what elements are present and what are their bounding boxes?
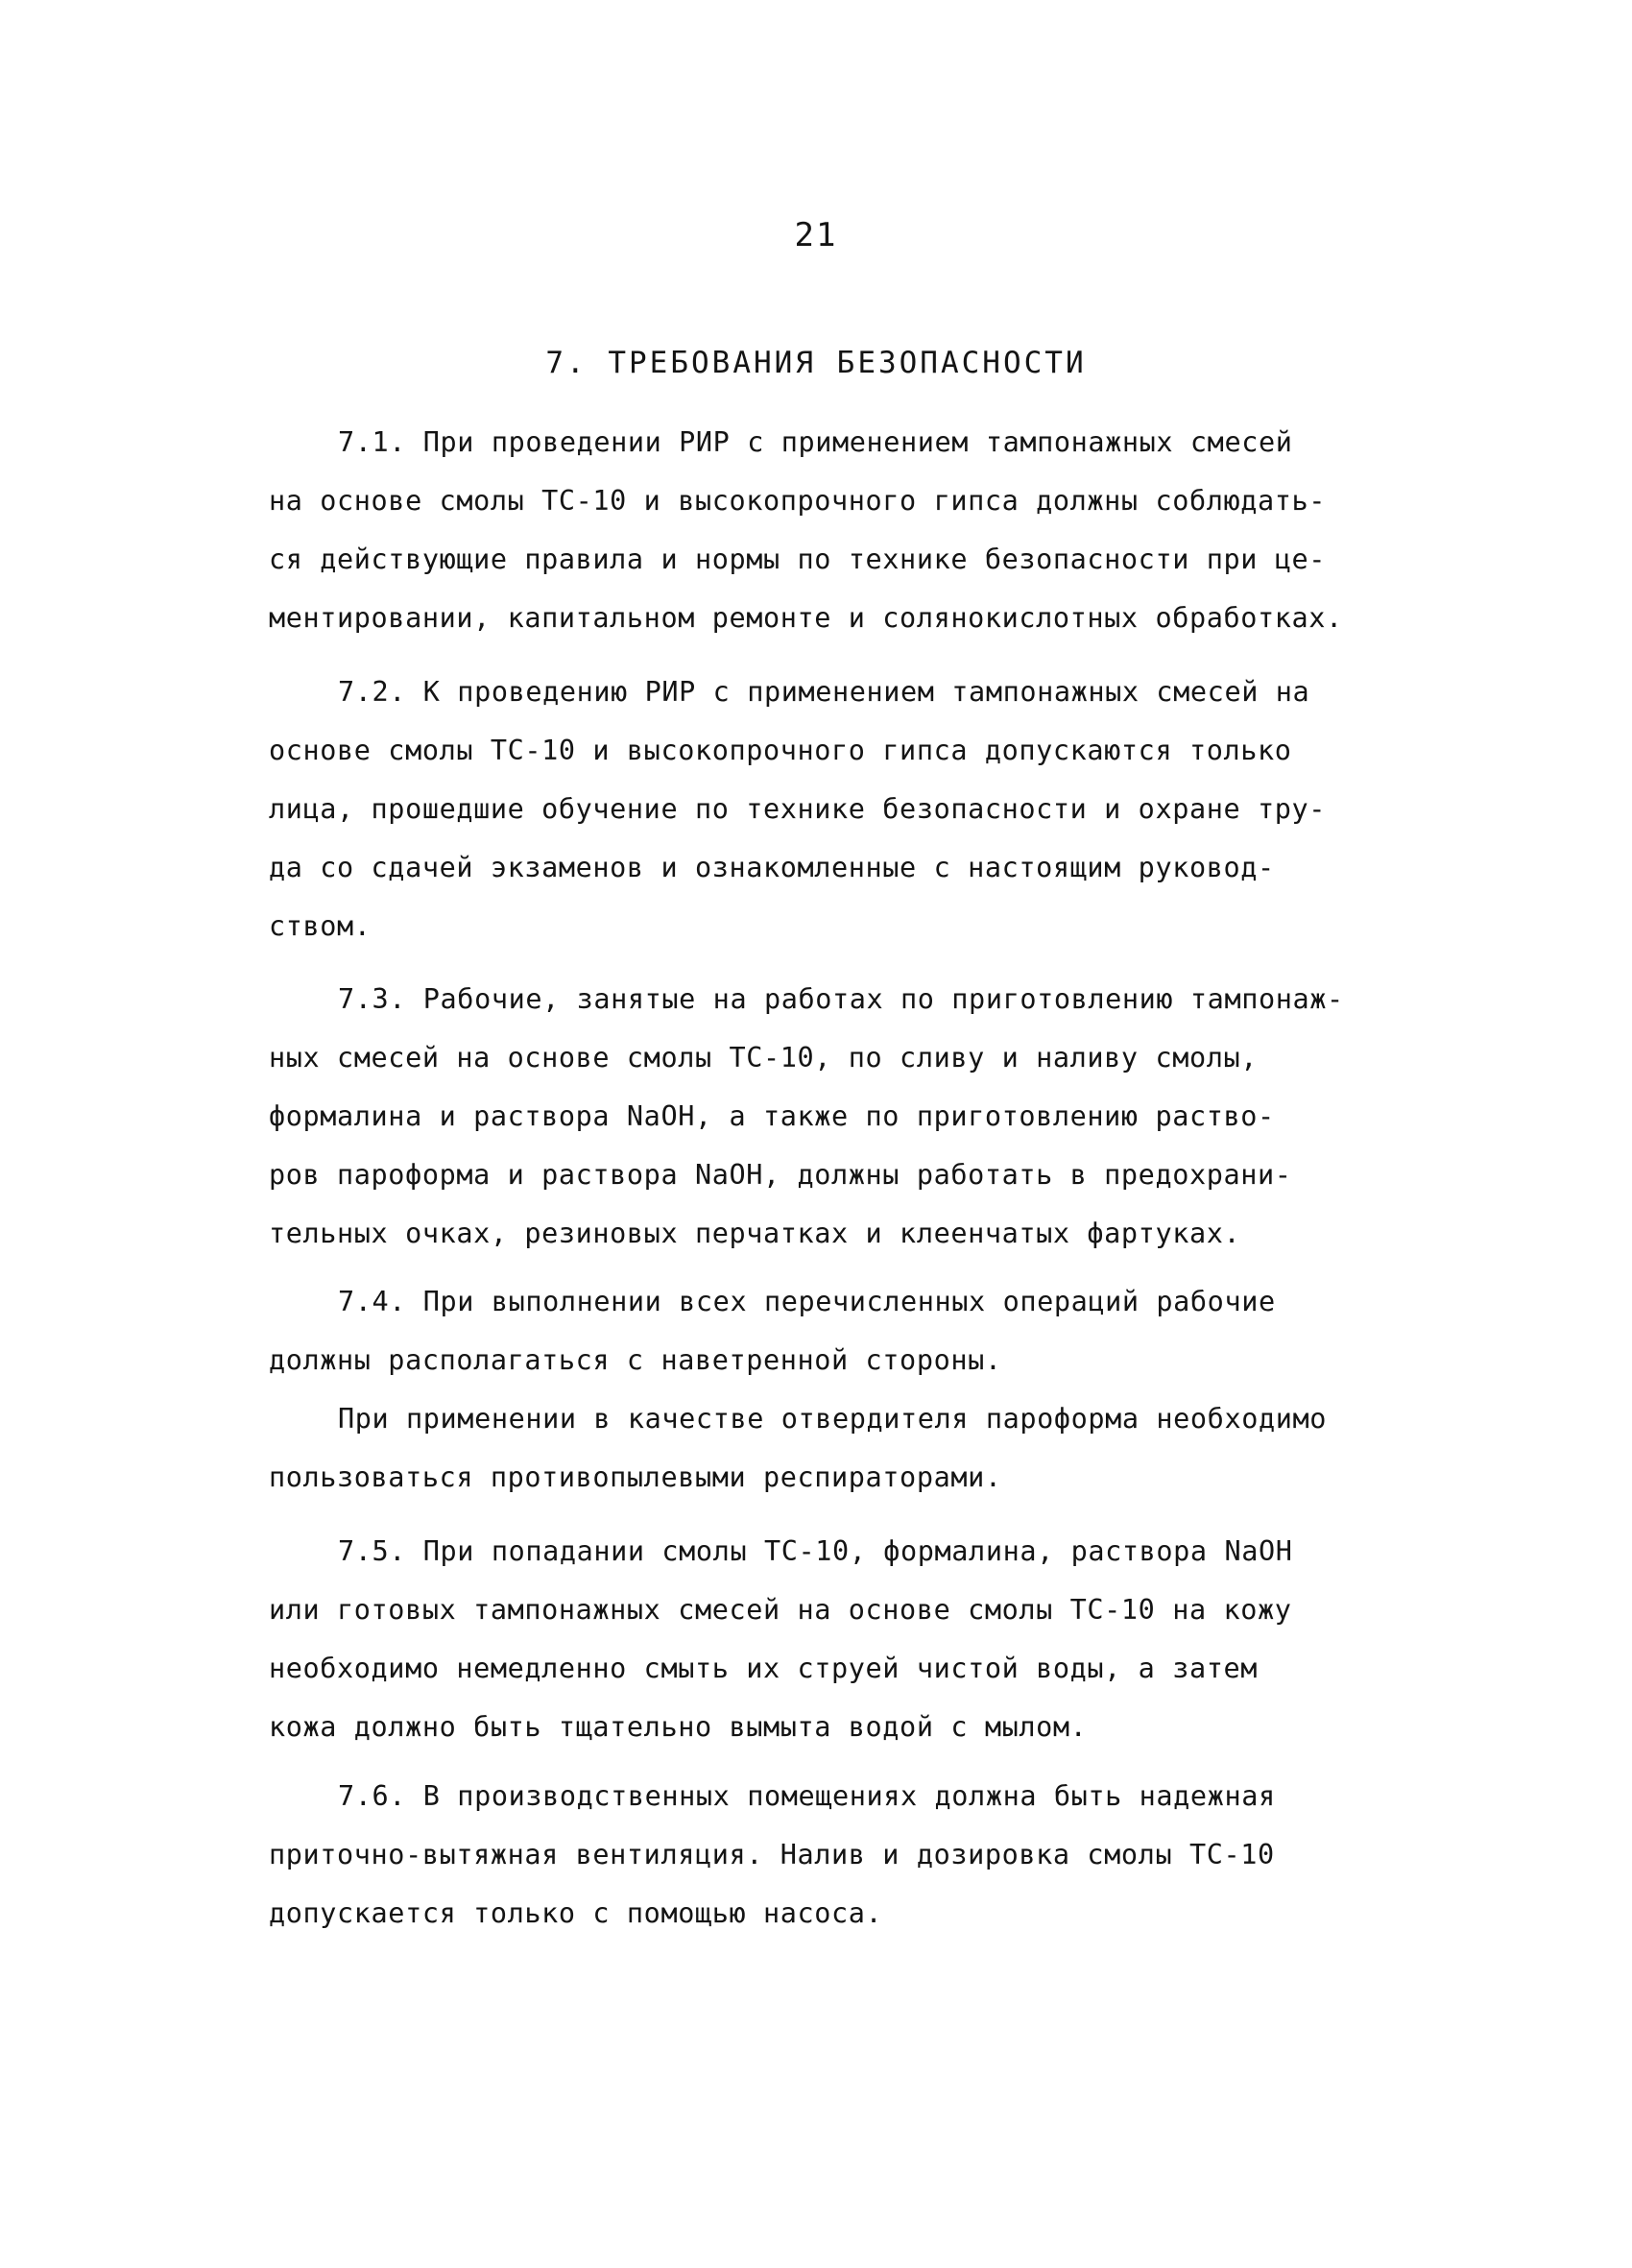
text-line: ных смесей на основе смолы ТС-10, по сливу и наливу смолы,	[269, 1042, 1258, 1074]
text-line: 7.6. В производственных помещениях должна быть надежная	[338, 1780, 1276, 1812]
text-line: ством.	[269, 910, 372, 942]
text-line: ся действующие правила и нормы по технике безопасности при це-	[269, 543, 1327, 575]
text-line: ров пароформа и раствора NaOH, должны работать в предохрани-	[269, 1159, 1292, 1191]
text-line: тельных очках, резиновых перчатках и клеенчатых фартуках.	[269, 1218, 1241, 1249]
text-line: на основе смолы ТС-10 и высокопрочного гипса должны соблюдать-	[269, 485, 1327, 517]
text-line: 7.1. При проведении РИР с применением тампонажных смесей	[338, 426, 1293, 458]
paragraph-7-6	[269, 1767, 1382, 1942]
paragraph-7-4	[269, 1272, 1382, 1389]
text-line: допускается только с помощью насоса.	[269, 1897, 883, 1929]
page-number: 21	[794, 216, 838, 254]
text-line: или готовых тампонажных смесей на основе смолы ТС-10 на кожу	[269, 1594, 1292, 1626]
text-line: необходимо немедленно смыть их струей чистой воды, а затем	[269, 1653, 1258, 1684]
paragraph-7-2	[269, 663, 1382, 955]
text-line: ментировании, капитальном ремонте и солянокислотных обработках.	[269, 602, 1343, 634]
text-line: формалина и раствора NaOH, а также по приготовлению раство-	[269, 1100, 1275, 1132]
text-line: 7.5. При попадании смолы ТС-10, формалина, раствора NaOH	[338, 1535, 1293, 1567]
paragraph-7-3	[269, 970, 1382, 1263]
text-line: пользоваться противопылевыми респираторами.	[269, 1461, 1002, 1493]
text-line: лица, прошедшие обучение по технике безопасности и охране тру-	[269, 793, 1327, 825]
paragraph-7-1	[269, 413, 1382, 647]
text-line: 7.2. К проведению РИР с применением тампонажных смесей на	[338, 676, 1310, 708]
paragraph-7-5	[269, 1522, 1382, 1756]
section-title: 7. ТРЕБОВАНИЯ БЕЗОПАСНОСТИ	[545, 346, 1087, 380]
text-line: 7.3. Рабочие, занятые на работах по приготовлению тампонаж-	[338, 983, 1344, 1015]
text-line: приточно-вытяжная вентиляция. Налив и дозировка смолы ТС-10	[269, 1839, 1275, 1870]
text-line: основе смолы ТС-10 и высокопрочного гипса допускаются только	[269, 735, 1292, 766]
text-line: 7.4. При выполнении всех перечисленных операций рабочие	[338, 1286, 1276, 1317]
text-line: При применении в качестве отвердителя пароформа необходимо	[338, 1403, 1327, 1435]
paragraph-respirator-note	[269, 1389, 1382, 1507]
text-line: должны располагаться с наветренной стороны.	[269, 1344, 1002, 1376]
text-line: да со сдачей экзаменов и ознакомленные с настоящим руковод-	[269, 852, 1275, 883]
text-line: кожа должно быть тщательно вымыта водой с мылом.	[269, 1711, 1088, 1743]
